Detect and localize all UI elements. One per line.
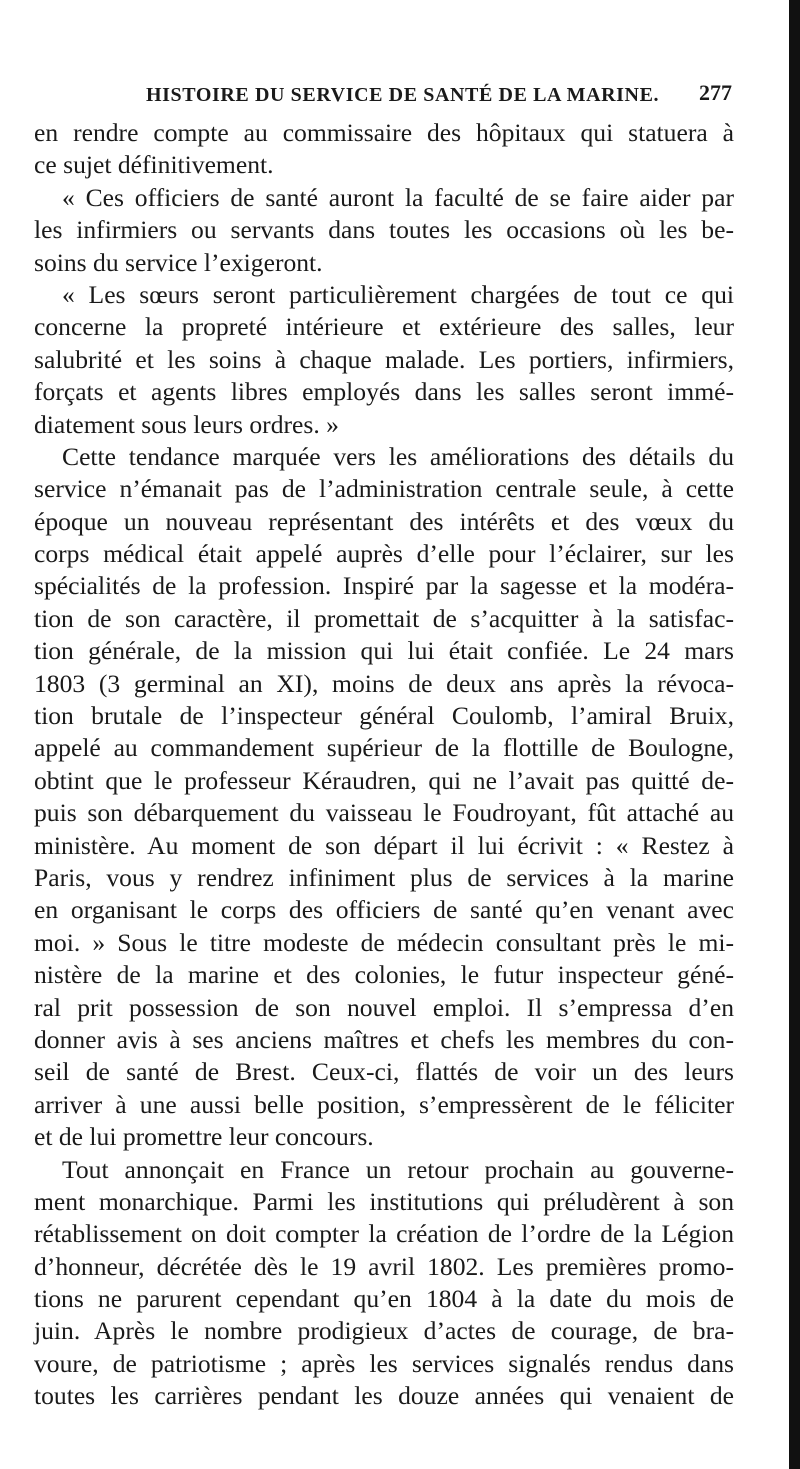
- text-line: ce sujet définitivement.: [34, 150, 274, 180]
- text-line: seil de santé de Brest. Ceux-ci, flattés de voir un des leurs: [34, 1057, 734, 1087]
- text-line: arriver à une aussi belle position, s’empressèrent de le féliciter: [34, 1089, 734, 1119]
- text-line: d’honneur, décrétée dès le 19 avril 1802. Les premières promo-: [34, 1251, 734, 1281]
- text-line: forçats et agents libres employés dans les salles seront immé-: [34, 377, 734, 407]
- text-line: en organisant le corps des officiers de santé qu’en venant avec: [34, 895, 734, 925]
- running-title: HISTOIRE DU SERVICE DE SANTÉ DE LA MARINE.: [146, 84, 660, 106]
- text-line: et de lui promettre leur concours.: [34, 1122, 374, 1152]
- page-number: 277: [699, 80, 732, 105]
- text-line: spécialités de la profession. Inspiré par la sagesse et la modéra-: [34, 571, 734, 601]
- text-line: tion brutale de l’inspecteur général Coulomb, l’amiral Bruix,: [34, 701, 734, 731]
- text-line: concerne la propreté intérieure et extérieure des salles, leur: [34, 312, 734, 342]
- text-line: puis son débarquement du vaisseau le Foudroyant, fût attaché au: [34, 798, 734, 828]
- text-line: Tout annonçait en France un retour prochain au gouverne-: [62, 1154, 734, 1184]
- text-line: juin. Après le nombre prodigieux d’actes de courage, de bra-: [34, 1316, 734, 1346]
- text-line: rétablissement on doit compter la création de l’ordre de la Légion: [34, 1219, 734, 1249]
- text-line: voure, de patriotisme ; après les services signalés rendus dans: [34, 1348, 734, 1378]
- text-line: soins du service l’exigeront.: [34, 247, 323, 277]
- text-line: donner avis à ses anciens maîtres et chefs les membres du con-: [34, 1024, 734, 1054]
- text-line: les infirmiers ou servants dans toutes les occasions où les be-: [34, 215, 734, 245]
- text-line: époque un nouveau représentant des intérêts et des vœux du: [34, 506, 734, 536]
- text-line: salubrité et les soins à chaque malade. Les portiers, infirmiers,: [34, 344, 734, 374]
- text-line: tion de son caractère, il promettait de s’acquitter à la satisfac-: [34, 603, 734, 633]
- text-line: obtint que le professeur Kéraudren, qui ne l’avait pas quitté de-: [34, 765, 734, 795]
- text-line: en rendre compte au commissaire des hôpitaux qui statuera à: [34, 118, 734, 147]
- text-line: appelé au commandement supérieur de la flottille de Boulogne,: [34, 733, 734, 763]
- text-line: diatement sous leurs ordres. »: [34, 409, 339, 439]
- text-line: « Ces officiers de santé auront la faculté de se faire aider par: [62, 182, 734, 212]
- page-header: [36, 80, 736, 114]
- page-edge-shadow: [789, 0, 800, 1469]
- text-line: moi. » Sous le titre modeste de médecin consultant près le mi-: [34, 927, 734, 957]
- text-line: ral prit possession de son nouvel emploi. Il s’empressa d’en: [34, 992, 734, 1022]
- text-line: tion générale, de la mission qui lui était confiée. Le 24 mars: [34, 636, 734, 666]
- text-line: tions ne parurent cependant qu’en 1804 à la date du mois de: [34, 1284, 734, 1314]
- text-line: nistère de la marine et des colonies, le futur inspecteur géné-: [34, 960, 734, 990]
- text-line: corps médical était appelé auprès d’elle pour l’éclairer, sur les: [34, 539, 734, 569]
- text-line: service n’émanait pas de l’administration centrale seule, à cette: [34, 474, 734, 504]
- body-text: [34, 117, 734, 1413]
- text-line: toutes les carrières pendant les douze années qui venaient de: [34, 1381, 734, 1411]
- text-line: ment monarchique. Parmi les institutions qui préludèrent à son: [34, 1186, 734, 1216]
- text-line: ministère. Au moment de son départ il lui écrivit : « Restez à: [34, 830, 734, 860]
- text-line: Paris, vous y rendrez infiniment plus de services à la marine: [34, 862, 734, 892]
- text-line: Cette tendance marquée vers les améliorations des détails du: [62, 441, 734, 471]
- text-line: 1803 (3 germinal an XI), moins de deux ans après la révoca-: [34, 668, 734, 698]
- text-line: « Les sœurs seront particulièrement chargées de tout ce qui: [62, 279, 734, 309]
